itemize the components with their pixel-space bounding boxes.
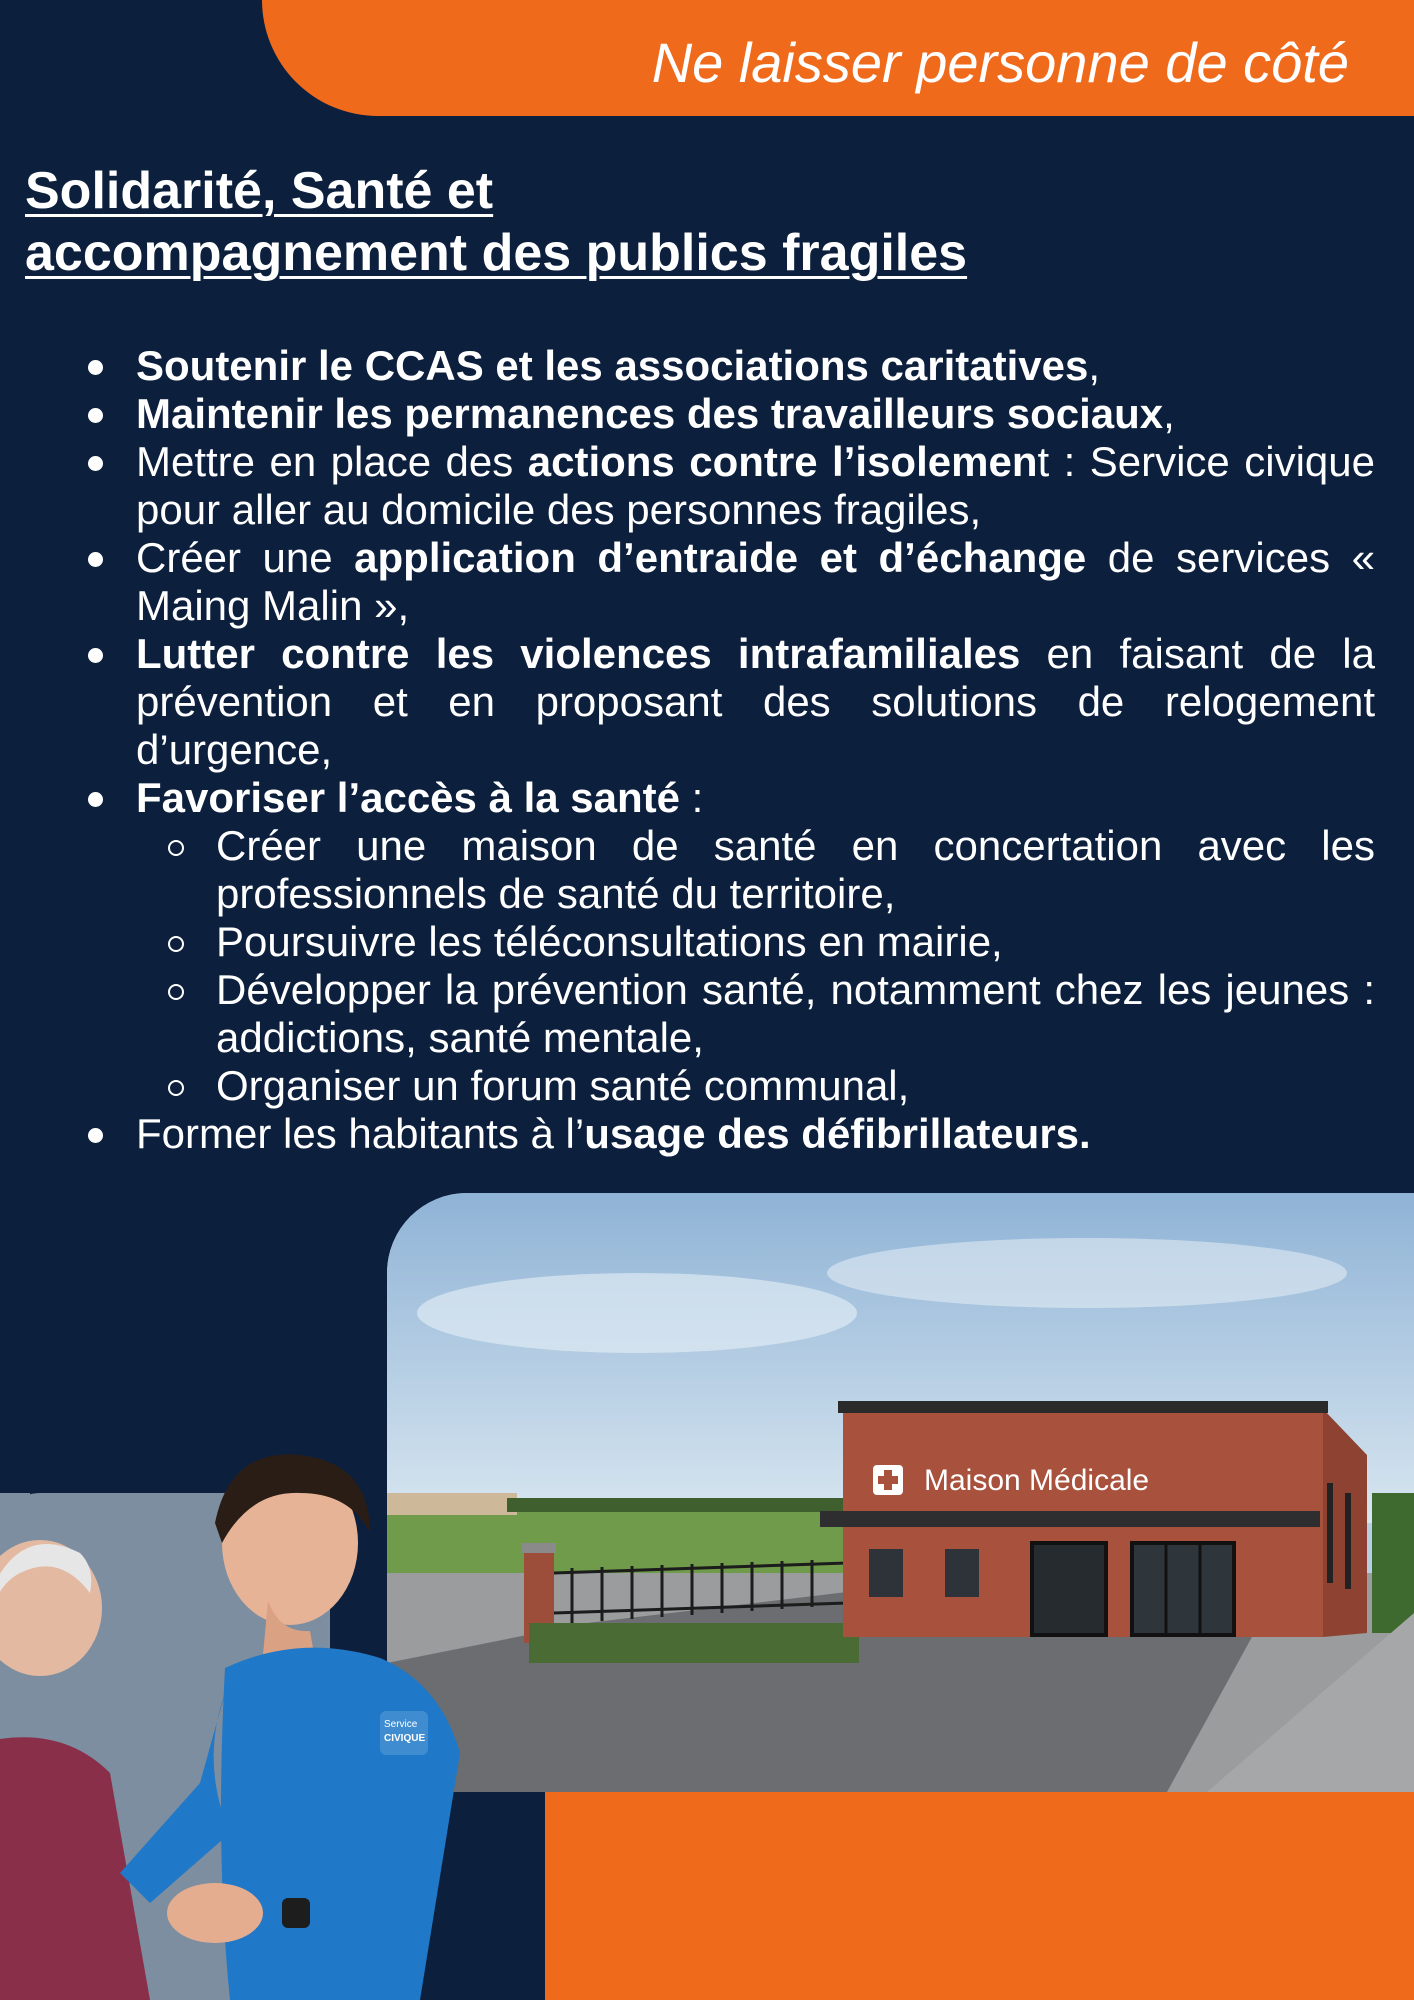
page-title-line-1: Solidarité, Santé et: [25, 162, 494, 220]
top-banner: [262, 0, 1414, 116]
list-item-isolement: Mettre en place des actions contre l’isolement : Service civique pour aller au domicile des personnes fragiles,: [78, 438, 1375, 534]
side-trees: [1372, 1493, 1414, 1633]
volunteer-tshirt: [221, 1648, 460, 2000]
list-item-sante: Favoriser l’accès à la santé : Créer une maison de santé en concertation avec les professionnels de santé du territoire, Poursuivre les téléconsultations en mairie, Développer la prévention santé, notamment chez les jeunes : addictions, santé mentale, Organiser un forum santé communal,: [78, 774, 1375, 1110]
wristwatch-icon: [282, 1898, 310, 1928]
cloud: [417, 1273, 857, 1353]
list-item-ccas: Soutenir le CCAS et les associations caritatives,: [78, 342, 1375, 390]
hedge: [529, 1623, 859, 1663]
list-item-violences: Lutter contre les violences intrafamiliales en faisant de la prévention et en proposant des solutions de relogement d’urgence,: [78, 630, 1375, 774]
clinic-glass-front: [1132, 1543, 1234, 1635]
clinic-roof: [838, 1401, 1328, 1413]
bottom-orange-bar: [545, 1792, 1414, 2000]
banner-slogan: Ne laisser personne de côté: [651, 31, 1349, 94]
list-item-defibrillateurs: Former les habitants à l’usage des défibrillateurs.: [78, 1110, 1375, 1158]
clinic-canopy: [820, 1511, 1320, 1527]
sub-item-teleconsultations: Poursuivre les téléconsultations en mairie,: [136, 918, 1375, 966]
volunteer-photo: [0, 1433, 560, 2000]
clinic-side-window: [1345, 1493, 1351, 1589]
volunteer-illustration: [0, 1433, 560, 2000]
page-title: [25, 160, 967, 284]
clinic-window: [869, 1549, 903, 1597]
medical-cross-icon: [878, 1476, 898, 1484]
tshirt-logo-line-1: Service: [384, 1719, 418, 1730]
cloud: [827, 1238, 1347, 1308]
program-list: [78, 342, 1375, 1158]
list-item-permanences: Maintenir les permanences des travailleurs sociaux,: [78, 390, 1375, 438]
clinic-entrance-door: [1032, 1543, 1106, 1635]
clinic-window: [945, 1549, 979, 1597]
sub-item-forum: Organiser un forum santé communal,: [136, 1062, 1375, 1110]
sub-item-prevention: Développer la prévention santé, notamment chez les jeunes : addictions, santé mentale,: [136, 966, 1375, 1062]
clinic-side-window: [1327, 1483, 1333, 1583]
sante-sub-list: [136, 822, 1375, 1110]
sub-item-maison-sante: Créer une maison de santé en concertation avec les professionnels de santé du territoire,: [136, 822, 1375, 918]
page-title-line-2: accompagnement des publics fragiles: [25, 224, 968, 282]
joined-hands: [167, 1883, 263, 1943]
clinic-sign: Maison Médicale: [924, 1464, 1150, 1497]
list-item-application: Créer une application d’entraide et d’échange de services « Maing Malin »,: [78, 534, 1375, 630]
tshirt-logo-line-2: CIVIQUE: [384, 1733, 426, 1744]
